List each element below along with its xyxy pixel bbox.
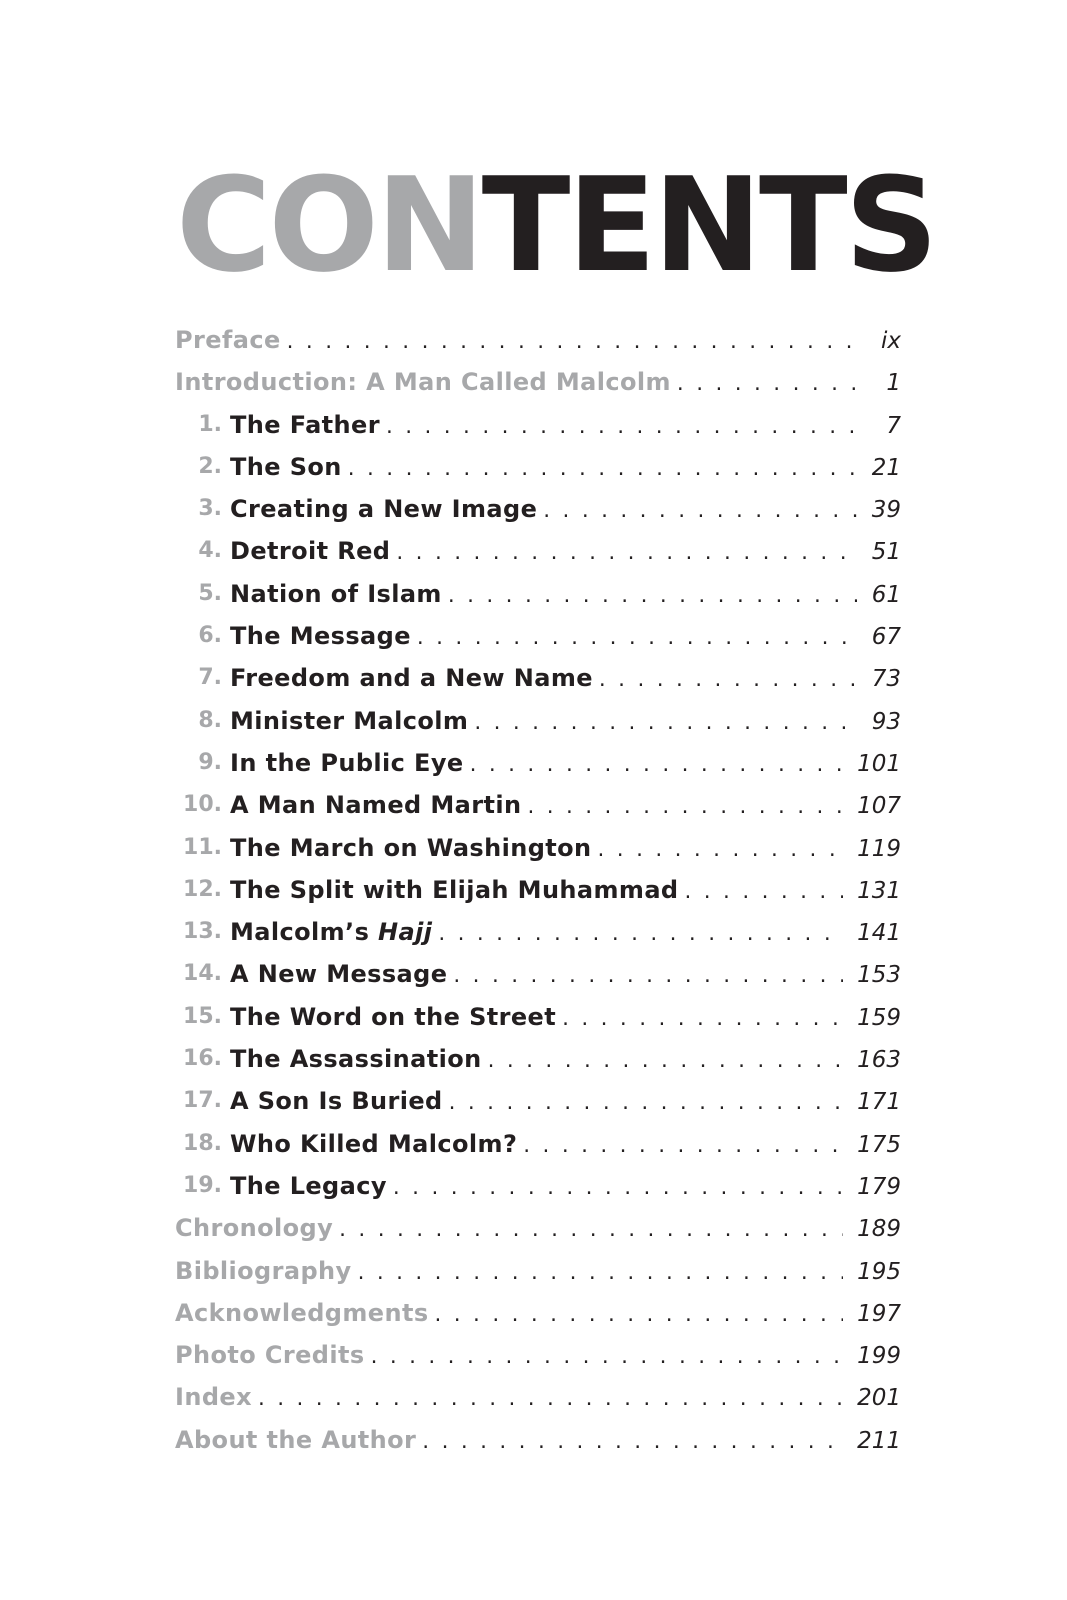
toc-entry-index[interactable]: [0, 1376, 1067, 1418]
toc-entry-chapter-5[interactable]: [0, 573, 1067, 615]
toc-row: [230, 700, 901, 742]
page-number: 67: [871, 624, 901, 651]
page-number: 7: [886, 412, 901, 439]
entry-title: [230, 911, 432, 953]
page-number: 93: [871, 708, 901, 735]
dot-leader: [346, 449, 857, 488]
toc-row: [230, 911, 901, 953]
toc-row: [230, 404, 901, 446]
dot-leader: [472, 703, 857, 742]
toc-row: [230, 1123, 901, 1165]
toc-row: [230, 573, 901, 615]
dot-leader: [420, 1422, 843, 1461]
toc-row: [230, 953, 901, 995]
page-number: 163: [857, 1047, 901, 1074]
dot-leader: [468, 745, 843, 784]
page-number: 201: [857, 1385, 901, 1412]
toc-row: [230, 742, 901, 784]
toc-row: [175, 1207, 901, 1249]
chapter-number: 9.: [198, 749, 222, 775]
toc-entry-introduction[interactable]: [0, 361, 1067, 403]
chapter-number: 4.: [198, 538, 222, 564]
chapter-number: 6.: [198, 623, 222, 649]
dot-leader: [446, 576, 857, 615]
dot-leader: [447, 1083, 843, 1122]
toc-entry-chapter-7[interactable]: [0, 657, 1067, 699]
toc-entry-chapter-14[interactable]: [0, 953, 1067, 995]
chapter-number: 5.: [198, 580, 222, 606]
chapter-number: 16.: [183, 1046, 222, 1072]
page-number: 141: [857, 920, 901, 947]
chapter-number: 12.: [183, 876, 222, 902]
toc-row: [175, 1419, 901, 1461]
chapter-number: 17.: [183, 1088, 222, 1114]
toc-entry-photo-credits[interactable]: [0, 1334, 1067, 1376]
toc-entry-chapter-9[interactable]: [0, 742, 1067, 784]
dot-leader: [337, 1210, 843, 1249]
dot-leader: [285, 322, 857, 361]
entry-title: The Assassination: [230, 1045, 482, 1074]
toc-row: [230, 1165, 901, 1207]
chapter-number: 8.: [198, 707, 222, 733]
dot-leader: [675, 364, 857, 403]
toc-entry-about-the-author[interactable]: [0, 1419, 1067, 1461]
toc-entry-chapter-12[interactable]: [0, 869, 1067, 911]
entry-title: The Message: [230, 622, 411, 651]
entry-title: The Split with Elijah Muhammad: [230, 875, 679, 904]
toc-row: [175, 1250, 901, 1292]
dot-leader: [597, 660, 857, 699]
toc-entry-chapter-2[interactable]: [0, 446, 1067, 488]
entry-title: Freedom and a New Name: [230, 664, 593, 693]
title-light-part: CON: [176, 149, 482, 301]
toc-entry-chapter-1[interactable]: [0, 404, 1067, 446]
toc-entry-chapter-17[interactable]: [0, 1080, 1067, 1122]
entry-title: The March on Washington: [230, 833, 592, 862]
toc-entry-chapter-15[interactable]: [0, 996, 1067, 1038]
chapter-number: 3.: [198, 496, 222, 522]
page-number: 61: [871, 581, 901, 608]
toc-row: [175, 1334, 901, 1376]
page-number: 159: [857, 1004, 901, 1031]
dot-leader: [525, 787, 843, 826]
toc-entry-chapter-19[interactable]: [0, 1165, 1067, 1207]
toc-entry-chapter-6[interactable]: [0, 615, 1067, 657]
page-number: ix: [880, 328, 901, 354]
page-number: 51: [871, 539, 901, 566]
chapter-number: 10.: [183, 792, 222, 818]
entry-title: The Legacy: [230, 1171, 387, 1200]
page-number: 21: [871, 454, 901, 481]
page-number: 189: [857, 1216, 901, 1243]
toc-entry-preface[interactable]: [0, 319, 1067, 361]
dot-leader: [256, 1379, 843, 1418]
entry-title-italic: Hajj: [378, 918, 433, 947]
chapter-number: 14.: [183, 961, 222, 987]
page-number: 73: [871, 666, 901, 693]
page-number: 119: [857, 835, 901, 862]
dot-leader: [451, 956, 843, 995]
chapter-number: 7.: [198, 665, 222, 691]
chapter-number: 13.: [183, 919, 222, 945]
dot-leader: [486, 1041, 843, 1080]
toc-row: [230, 869, 901, 911]
entry-title: Index: [175, 1383, 252, 1412]
dot-leader: [391, 1168, 843, 1207]
entry-title: Chronology: [175, 1214, 334, 1243]
toc-row: [230, 530, 901, 572]
page-number: 153: [857, 962, 901, 989]
dot-leader: [521, 1126, 843, 1165]
page-number: 195: [857, 1258, 901, 1285]
entry-title: The Father: [230, 410, 380, 439]
page-number: 197: [857, 1300, 901, 1327]
page-number: 179: [857, 1173, 901, 1200]
page-number: 131: [857, 877, 901, 904]
toc-entry-chapter-10[interactable]: [0, 784, 1067, 826]
toc-entry-chapter-11[interactable]: [0, 827, 1067, 869]
toc-entry-chapter-13[interactable]: [0, 911, 1067, 953]
toc-row: [230, 488, 901, 530]
toc-entry-chapter-16[interactable]: [0, 1038, 1067, 1080]
entry-title: The Word on the Street: [230, 1002, 557, 1031]
dot-leader: [384, 407, 857, 446]
entry-title: Who Killed Malcolm?: [230, 1129, 518, 1158]
toc-entry-chapter-8[interactable]: [0, 700, 1067, 742]
toc-row: [230, 1038, 901, 1080]
chapter-number: 19.: [183, 1172, 222, 1198]
entry-title: A Man Named Martin: [230, 791, 522, 820]
entry-title: In the Public Eye: [230, 748, 464, 777]
toc-row: [175, 1376, 901, 1418]
toc-row: [230, 827, 901, 869]
entry-title: Minister Malcolm: [230, 706, 469, 735]
entry-title: Bibliography: [175, 1256, 352, 1285]
chapter-number: 1.: [198, 411, 222, 437]
toc-row: [230, 657, 901, 699]
chapter-number: 15.: [183, 1003, 222, 1029]
page-number: 101: [857, 750, 901, 777]
entry-title-roman: Malcolm’s: [230, 918, 379, 947]
entry-title: Preface: [175, 326, 281, 354]
entry-title: Acknowledgments: [175, 1298, 429, 1327]
page-title: [176, 149, 936, 301]
dot-leader: [596, 830, 843, 869]
entry-title: Nation of Islam: [230, 579, 442, 608]
chapter-number: 11.: [183, 834, 222, 860]
toc-row: [230, 784, 901, 826]
entry-title: The Son: [230, 452, 342, 481]
entry-title: A New Message: [230, 960, 448, 989]
dot-leader: [541, 491, 857, 530]
entry-title: About the Author: [175, 1425, 417, 1454]
toc-entry-chronology[interactable]: [0, 1207, 1067, 1249]
toc-row: [230, 996, 901, 1038]
entry-title: Creating a New Image: [230, 495, 538, 524]
chapter-number: 2.: [198, 453, 222, 479]
toc-entry-chapter-4[interactable]: [0, 530, 1067, 572]
dot-leader: [560, 999, 843, 1038]
toc-entry-chapter-18[interactable]: [0, 1123, 1067, 1165]
title-dark-part: TENTS: [481, 149, 936, 301]
dot-leader: [436, 914, 843, 953]
entry-title: Detroit Red: [230, 537, 391, 566]
entry-title: Introduction: A Man Called Malcolm: [175, 368, 671, 397]
toc-row: [230, 615, 901, 657]
entry-title: Photo Credits: [175, 1341, 365, 1370]
page-number: 39: [871, 497, 901, 524]
dot-leader: [433, 1295, 844, 1334]
toc-row: [230, 1080, 901, 1122]
dot-leader: [683, 872, 844, 911]
dot-leader: [415, 618, 857, 657]
chapter-number: 18.: [183, 1130, 222, 1156]
toc-row: [175, 361, 901, 403]
toc-row: [175, 319, 901, 361]
page-number: 175: [857, 1131, 901, 1158]
toc-entry-acknowledgments[interactable]: [0, 1292, 1067, 1334]
page-number: 199: [857, 1343, 901, 1370]
toc-row: [175, 1292, 901, 1334]
dot-leader: [356, 1253, 843, 1292]
toc-entry-bibliography[interactable]: [0, 1250, 1067, 1292]
dot-leader: [369, 1337, 843, 1376]
page-number: 171: [857, 1089, 901, 1116]
page-number: 211: [857, 1427, 901, 1454]
toc-entry-chapter-3[interactable]: [0, 488, 1067, 530]
entry-title: A Son Is Buried: [230, 1087, 443, 1116]
toc-row: [230, 446, 901, 488]
page-number: 107: [857, 793, 901, 820]
page-number: 1: [886, 370, 901, 397]
dot-leader: [394, 533, 857, 572]
table-of-contents: [0, 319, 1067, 1461]
